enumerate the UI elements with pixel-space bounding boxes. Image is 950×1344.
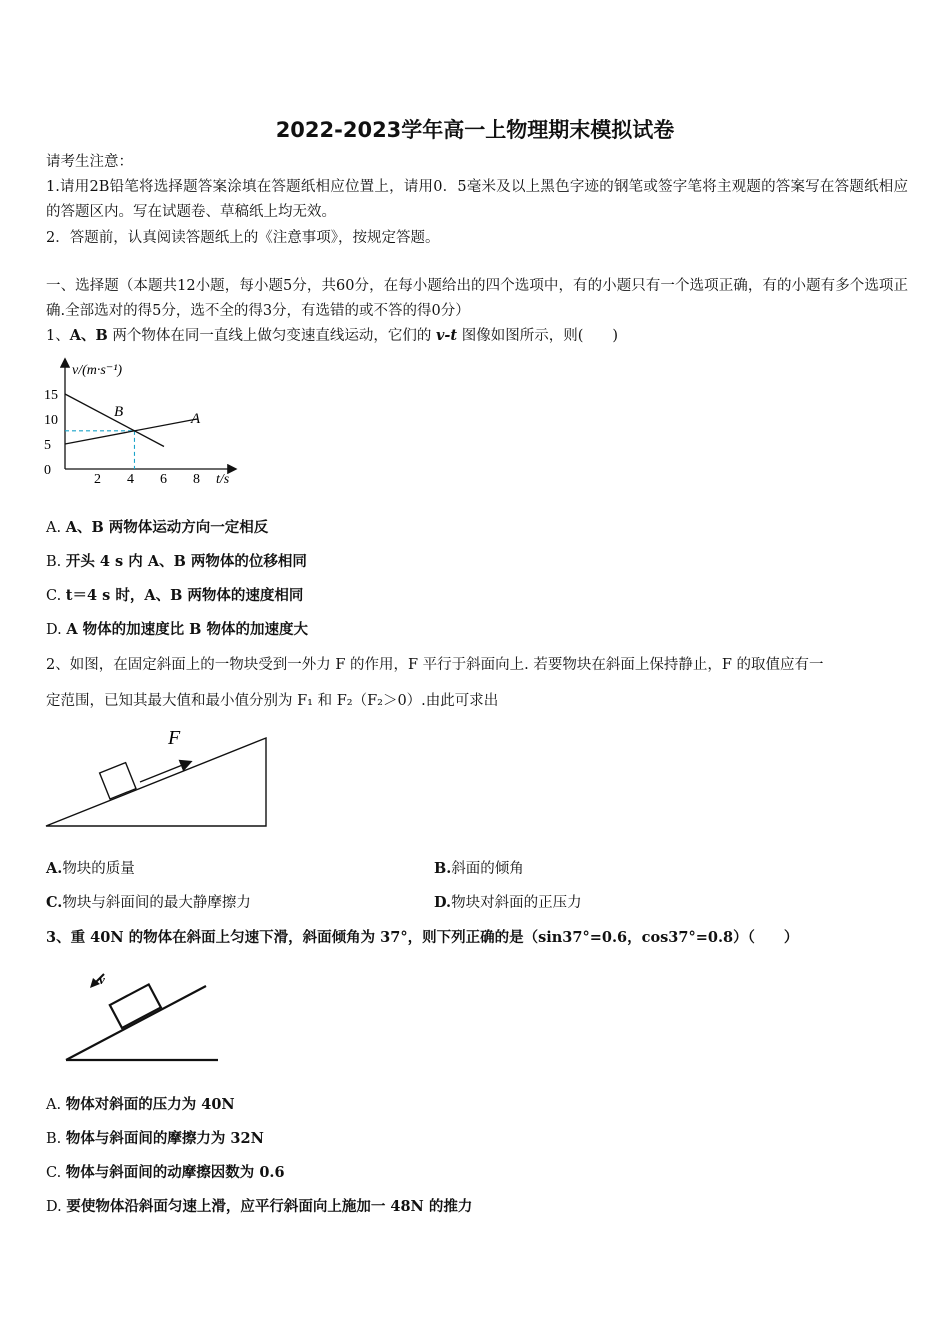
q1-stem-number: 1、: [46, 328, 70, 344]
q3-option-a[interactable]: [46, 1095, 235, 1115]
x-tick-label: 4: [127, 472, 134, 487]
q2-option-c[interactable]: [46, 893, 251, 913]
y-axis-label: v/(m·s⁻¹): [72, 363, 123, 378]
q1-option-b-text: 开头 4 s 内 A、B 两物体的位移相同: [65, 553, 307, 570]
q1-option-a-text: A、B 两物体运动方向一定相反: [65, 519, 269, 536]
q2-option-a-prefix: A.: [46, 860, 63, 877]
q2-option-d[interactable]: [434, 893, 582, 913]
q3-option-b[interactable]: [46, 1129, 264, 1149]
q3-stem: 3、重 40N 的物体在斜面上匀速下滑，斜面倾角为 37°，则下列正确的是（sin37°=0.6，cos37°=0.8）（ ）: [46, 929, 799, 946]
q2-incline-figure: [40, 720, 280, 832]
q2-option-c-text: 物块与斜面间的最大静摩擦力: [62, 895, 251, 911]
q2-option-d-prefix: D.: [434, 894, 452, 911]
series-label-b: B: [114, 404, 124, 420]
block: [100, 763, 136, 799]
y-tick-label: 15: [44, 388, 58, 403]
q3-option-b-text: 物体与斜面间的摩擦力为 32N: [65, 1130, 264, 1147]
q2-option-b-prefix: B.: [434, 860, 452, 877]
page-title: 2022-2023学年高一上物理期末模拟试卷: [275, 118, 675, 142]
q2-option-b[interactable]: [434, 859, 524, 879]
q2-stem-line-1: 2、如图，在固定斜面上的一物块受到一外力 F 的作用，F 平行于斜面向上. 若要物块在斜面上保持静止，F 的取值应有一: [46, 657, 824, 673]
notice-item-2: 2．答题前，认真阅读答题纸上的《注意事项》，按规定答题。: [46, 230, 440, 246]
q1-option-d-text: A 物体的加速度比 B 物体的加速度大: [66, 621, 308, 638]
series-label-a: A: [191, 411, 201, 427]
q1-stem: [46, 326, 618, 346]
x-tick-label: 8: [193, 472, 200, 487]
q3-option-b-prefix: B.: [46, 1131, 66, 1147]
notice-item-1: 1.请用2B铅笔将选择题答案涂填在答题纸相应位置上，请用0．5毫米及以上黑色字迹的钢笔或签字笔将主观题的答案写在答题纸相应的答题区内。写在试题卷、草稿纸上均无效。: [46, 179, 908, 220]
q1-option-b[interactable]: [46, 552, 307, 572]
q1-stem-text: 两个物体在同一直线上做匀变速直线运动，它们的: [107, 328, 436, 344]
force-label: F: [168, 727, 181, 749]
q3-option-d[interactable]: [46, 1197, 472, 1217]
q1-option-d-prefix: D.: [46, 622, 67, 638]
q2-option-d-text: 物块对斜面的正压力: [451, 895, 582, 911]
q3-option-c[interactable]: [46, 1163, 285, 1183]
q1-stem-objects: A、B: [69, 327, 108, 344]
q2-option-c-prefix: C.: [46, 894, 63, 911]
q2-stem-line-2: 定范围，已知其最大值和最小值分别为 F₁ 和 F₂（F₂＞0）.由此可求出: [46, 693, 499, 709]
incline-triangle: [46, 738, 266, 826]
q1-option-a[interactable]: [46, 518, 268, 538]
q1-option-d[interactable]: [46, 620, 308, 640]
q1-option-b-prefix: B.: [46, 554, 66, 570]
q3-option-d-text: 要使物体沿斜面匀速上滑，应平行斜面向上施加一 48N 的推力: [66, 1198, 473, 1215]
x-tick-label: 2: [94, 472, 101, 487]
q1-stem-vt: v-t: [435, 327, 458, 344]
q1-stem-end: 图像如图所示，则( ): [457, 328, 619, 344]
y-tick-label: 0: [44, 463, 51, 478]
section-heading: 一、选择题（本题共12小题，每小题5分，共60分，在每小题给出的四个选项中，有的小题只有一个选项正确，有的小题有多个选项正确.全部选对的得5分，选不全的得3分，有选错的或不答的得0分）: [46, 278, 908, 319]
q1-option-c-text: t＝4 s 时，A、B 两物体的速度相同: [65, 587, 304, 604]
q3-option-a-text: 物体对斜面的压力为 40N: [65, 1096, 235, 1113]
velocity-label: v: [99, 972, 105, 987]
q1-option-c[interactable]: [46, 586, 303, 606]
q3-option-a-prefix: A.: [46, 1097, 66, 1113]
q1-vt-graph: [40, 352, 250, 492]
q2-option-b-text: 斜面的倾角: [451, 861, 524, 877]
q1-option-c-prefix: C.: [46, 588, 66, 604]
q3-option-d-prefix: D.: [46, 1199, 67, 1215]
notice-heading: 请考生注意：: [46, 154, 133, 170]
q2-option-a-text: 物块的质量: [62, 861, 135, 877]
q2-option-a[interactable]: [46, 859, 135, 879]
series-line-b: [65, 394, 164, 447]
q3-option-c-prefix: C.: [46, 1165, 66, 1181]
q3-option-c-text: 物体与斜面间的动摩擦因数为 0.6: [65, 1164, 285, 1181]
x-tick-label: 6: [160, 472, 167, 487]
x-axis-label: t/s: [216, 472, 230, 487]
y-tick-label: 5: [44, 438, 51, 453]
q1-option-a-prefix: A.: [46, 520, 66, 536]
series-line-a: [65, 419, 197, 444]
y-tick-label: 10: [44, 413, 58, 428]
q3-incline-figure: [58, 966, 228, 1070]
block: [110, 984, 161, 1028]
